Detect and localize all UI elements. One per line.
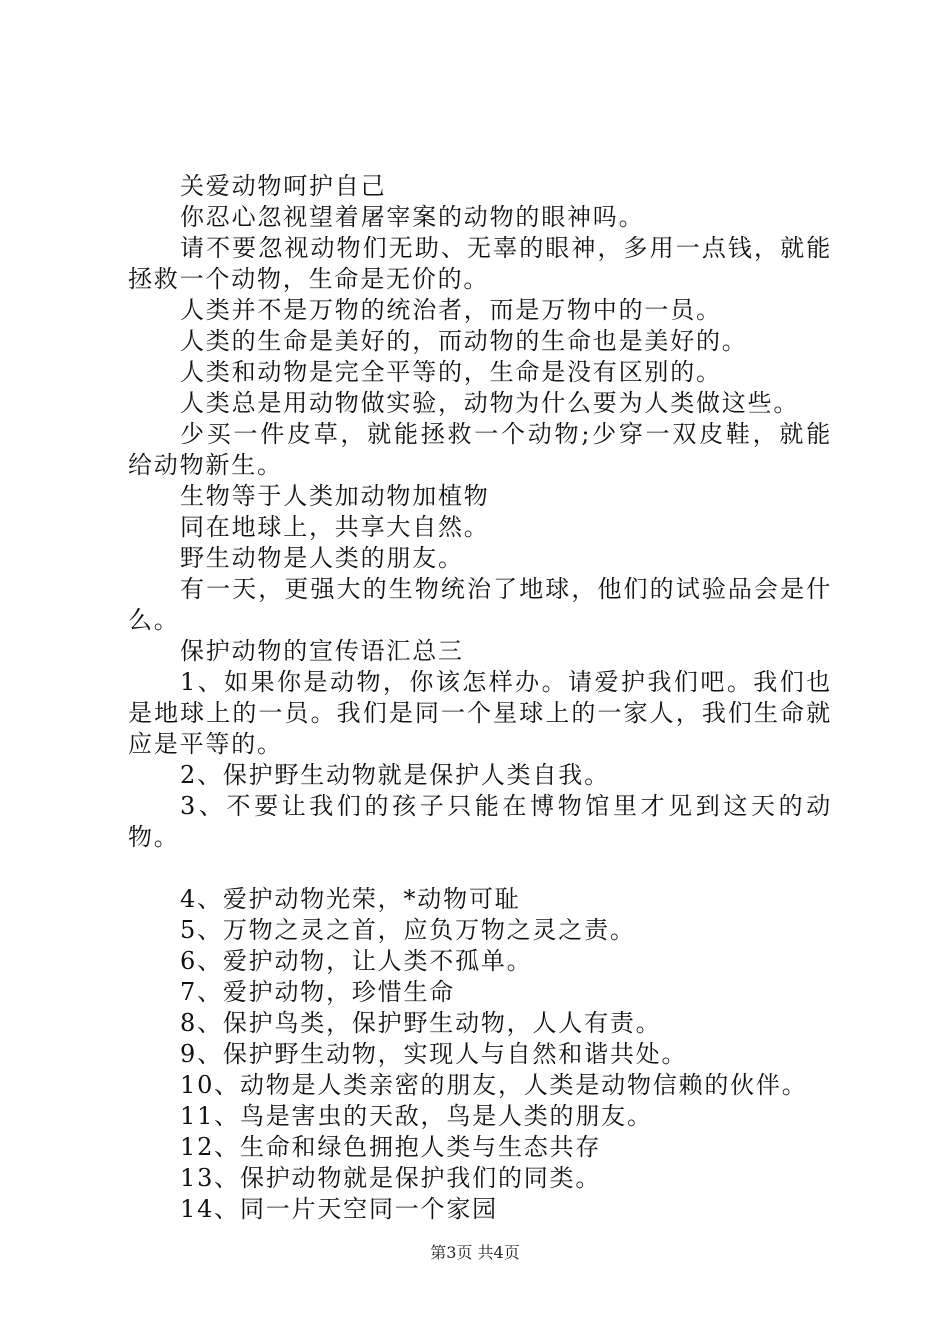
paragraph: 8、保护鸟类，保护野生动物，人人有责。 (180, 1009, 662, 1037)
paragraph: 请不要忽视动物们无助、无辜的眼神，多用一点钱，就能拯救一个动物，生命是无价的。 (128, 234, 832, 293)
paragraph: 13、保护动物就是保护我们的同类。 (180, 1164, 602, 1192)
document-title: 关爱动物呵护自己 (180, 172, 387, 200)
paragraph: 生物等于人类加动物加植物 (180, 482, 490, 510)
paragraph: 14、同一片天空同一个家园 (180, 1195, 498, 1223)
paragraph: 有一天，更强大的生物统治了地球，他们的试验品会是什么。 (128, 575, 832, 634)
paragraph: 人类并不是万物的统治者，而是万物中的一员。 (180, 296, 722, 324)
paragraph: 同在地球上，共享大自然。 (180, 513, 490, 541)
paragraph: 9、保护野生动物，实现人与自然和谐共处。 (180, 1040, 688, 1068)
paragraph: 保护动物的宣传语汇总三 (180, 637, 464, 665)
page-footer: 第3页 共4页 (430, 1243, 520, 1262)
paragraph: 野生动物是人类的朋友。 (180, 544, 464, 572)
paragraph: 7、爱护动物，珍惜生命 (180, 978, 456, 1006)
paragraph: 1、如果你是动物，你该怎样办。请爱护我们吧。我们也是地球上的一员。我们是同一个星球上的一家人，我们生命就应是平等的。 (128, 668, 832, 758)
blank-line (128, 853, 832, 884)
paragraph: 10、动物是人类亲密的朋友，人类是动物信赖的伙伴。 (180, 1071, 808, 1099)
paragraph: 人类和动物是完全平等的，生命是没有区别的。 (180, 358, 722, 386)
paragraph: 2、保护野生动物就是保护人类自我。 (180, 761, 610, 789)
document-body (128, 171, 832, 1225)
paragraph: 3、不要让我们的孩子只能在博物馆里才见到这天的动物。 (128, 792, 832, 851)
paragraph: 5、万物之灵之首，应负万物之灵之责。 (180, 916, 636, 944)
paragraph: 人类总是用动物做实验，动物为什么要为人类做这些。 (180, 389, 800, 417)
paragraph: 少买一件皮草，就能拯救一个动物;少穿一双皮鞋，就能给动物新生。 (128, 420, 832, 479)
paragraph: 12、生命和绿色拥抱人类与生态共存 (180, 1133, 602, 1161)
paragraph: 6、爱护动物，让人类不孤单。 (180, 947, 533, 975)
paragraph: 4、爱护动物光荣，*动物可耻 (180, 885, 521, 913)
paragraph: 人类的生命是美好的，而动物的生命也是美好的。 (180, 327, 748, 355)
paragraph: 11、鸟是害虫的天敌，鸟是人类的朋友。 (180, 1102, 653, 1130)
paragraph: 你忍心忽视望着屠宰案的动物的眼神吗。 (180, 203, 645, 231)
